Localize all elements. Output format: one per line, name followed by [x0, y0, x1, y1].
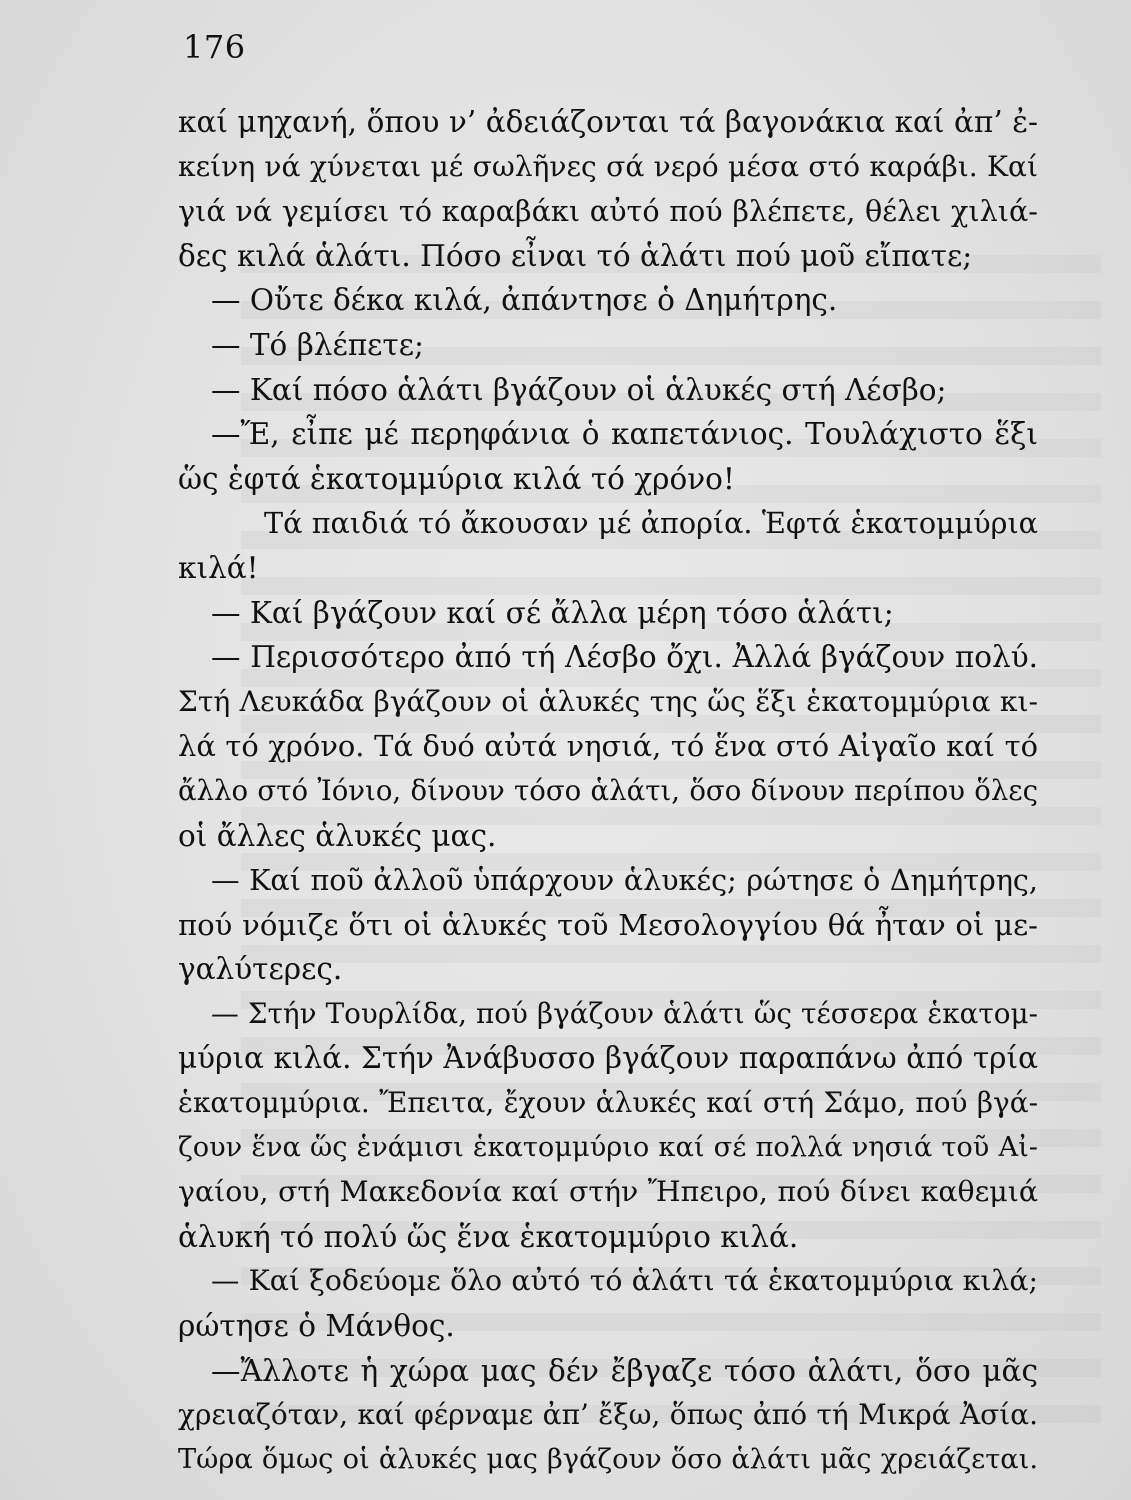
dialogue-line: — Καί βγάζουν καί σέ ἄλλα μέρη τόσο ἁλάτι;: [211, 595, 894, 630]
text-line: οἱ ἄλλες ἁλυκές μας.: [178, 818, 497, 853]
text-line: πού νόμιζε ὅτι οἱ ἁλυκές τοῦ Μεσολογγίου θά ἦταν οἱ με-: [178, 907, 1038, 942]
text-line: μύρια κιλά. Στήν Ἀνάβυσσο βγάζουν παραπάνω ἀπό τρία: [178, 1041, 1038, 1076]
text-line: κείνη νά χύνεται μέ σωλῆνες σά νερό μέσα στό καράβι. Καί: [178, 149, 1038, 183]
text-line: χρειαζόταν, καί φέρναμε ἀπ’ ἔξω, ὅπως ἀπό τή Μικρά Ἀσία.: [178, 1398, 1038, 1432]
text-line: Τώρα ὅμως οἱ ἁλυκές μας βγάζουν ὅσο ἁλάτι μᾶς χρειάζεται.: [178, 1443, 1038, 1475]
text-line: ἄλλο στό Ἰόνιο, δίνουν τόσο ἁλάτι, ὅσο δίνουν περίπου ὅλες: [178, 774, 1038, 807]
text-line: γαλύτερες.: [178, 952, 343, 987]
text-line: λά τό χρόνο. Τά δυό αὐτά νησιά, τό ἕνα στό Αἰγαῖο καί τό: [178, 729, 1038, 764]
text-line: κιλά!: [178, 550, 259, 585]
dialogue-line: —Ἄλλοτε ἡ χώρα μας δέν ἔβγαζε τόσο ἁλάτι, ὅσο μᾶς: [211, 1353, 1038, 1388]
text-line: γαίου, στή Μακεδονία καί στήν Ἤπειρο, πού δίνει καθεμιά: [178, 1175, 1038, 1209]
dialogue-line: — Καί πόσο ἁλάτι βγάζουν οἱ ἁλυκές στή Λέσβο;: [211, 372, 947, 407]
text-line: ἁλυκή τό πολύ ὥς ἕνα ἑκατομμύριο κιλά.: [178, 1219, 799, 1254]
text-line: ρώτησε ὁ Μάνθος.: [178, 1309, 455, 1344]
text-line: Στή Λευκάδα βγάζουν οἱ ἁλυκές της ὥς ἕξι ἑκατομμύρια κι-: [178, 684, 1038, 718]
text-line: ζουν ἕνα ὥς ἑνάμισι ἑκατομμύριο καί σέ πολλά νησιά τοῦ Αἰ-: [178, 1131, 1038, 1163]
dialogue-line: —Ἔ, εἶπε μέ περηφάνια ὁ καπετάνιος. Τουλάχιστο ἕξι: [211, 417, 1038, 452]
page-number: 176: [183, 28, 246, 66]
dialogue-line: — Καί ποῦ ἀλλοῦ ὑπάρχουν ἁλυκές; ρώτησε ὁ Δημήτρης,: [211, 863, 1038, 898]
text-line: δες κιλά ἁλάτι. Πόσο εἶναι τό ἁλάτι πού μοῦ εἴπατε;: [178, 238, 973, 273]
text-line: καί μηχανή, ὅπου ν’ ἀδειάζονται τά βαγονάκια καί ἀπ’ ἐ-: [178, 105, 1038, 139]
dialogue-line: — Τό βλέπετε;: [211, 327, 424, 362]
dialogue-line: — Οὔτε δέκα κιλά, ἀπάντησε ὁ Δημήτρης.: [211, 283, 838, 318]
text-line: ὥς ἑφτά ἑκατομμύρια κιλά τό χρόνο!: [178, 461, 735, 496]
dialogue-line: — Καί ξοδεύομε ὅλο αὐτό τό ἁλάτι τά ἑκατομμύρια κιλά;: [211, 1264, 1038, 1298]
body-text: [178, 100, 1038, 1482]
paragraph-start-line: Τά παιδιά τό ἄκουσαν μέ ἀπορία. Ἑφτά ἑκατομμύρια: [264, 506, 1038, 541]
text-line: ἑκατομμύρια. Ἔπειτα, ἔχουν ἁλυκές καί στή Σάμο, πού βγά-: [178, 1086, 1038, 1120]
dialogue-line: — Περισσότερο ἀπό τή Λέσβο ὄχι. Ἀλλά βγάζουν πολύ.: [211, 640, 1038, 675]
dialogue-line: — Στήν Τουρλίδα, πού βγάζουν ἁλάτι ὥς τέσσερα ἑκατομ-: [211, 996, 1038, 1030]
text-line: γιά νά γεμίσει τό καραβάκι αὐτό πού βλέπετε, θέλει χιλιά-: [178, 194, 1038, 229]
